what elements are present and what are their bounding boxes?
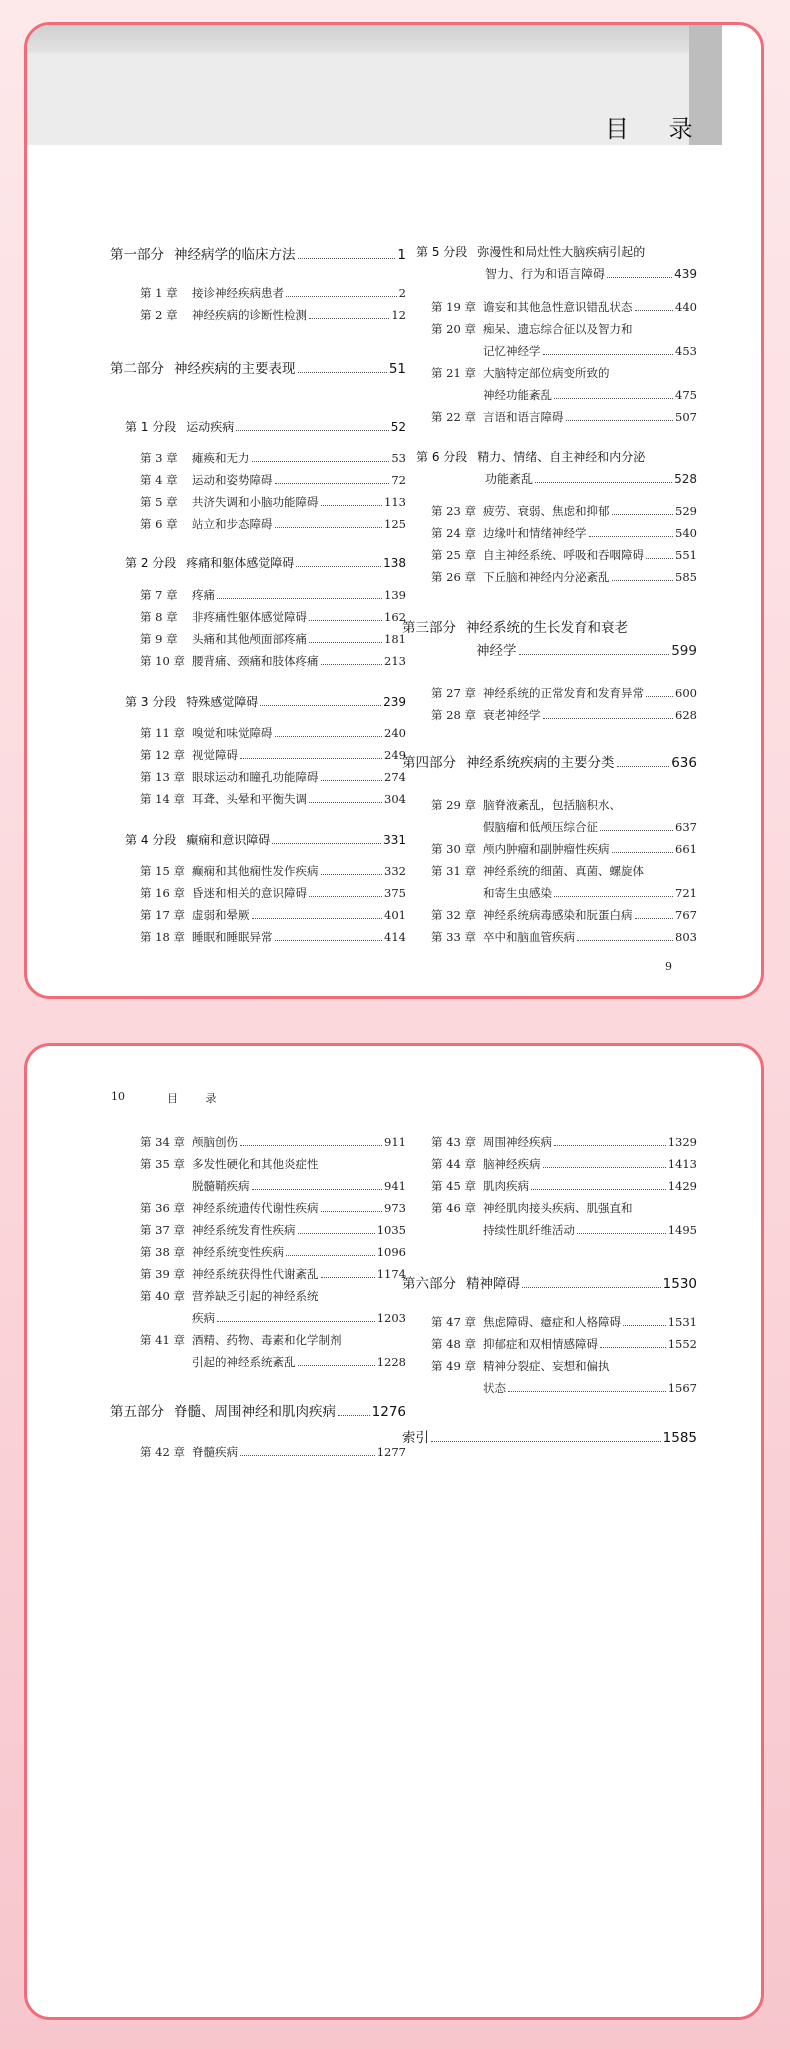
toc-chapter[interactable]: 第 8 章 非疼痛性躯体感觉障碍 162 (140, 610, 406, 624)
toc-chapter[interactable]: 第 37 章 神经系统发育性疾病 1035 (140, 1223, 406, 1237)
toc-chapter[interactable]: 第 31 章 神经系统的细菌、真菌、螺旋体 (431, 864, 644, 878)
toc-chapter[interactable]: 第 24 章 边缘叶和情绪神经学 540 (431, 526, 697, 540)
toc-section-cont[interactable]: 智力、行为和语言障碍 439 (485, 267, 697, 281)
toc-chapter[interactable]: 第 11 章 嗅觉和味觉障碍 240 (140, 726, 406, 740)
toc-chapter[interactable]: 第 13 章 眼球运动和瞳孔功能障碍 274 (140, 770, 406, 784)
toc-part[interactable]: 第三部分 神经系统的生长发育和衰老 (402, 620, 628, 636)
toc-chapter-cont[interactable]: 状态 1567 (483, 1381, 697, 1395)
toc-chapter-cont[interactable]: 假脑瘤和低颅压综合征 637 (483, 820, 697, 834)
toc-chapter[interactable]: 第 32 章 神经系统病毒感染和朊蛋白病 767 (431, 908, 697, 922)
toc-chapter[interactable]: 第 28 章 衰老神经学 628 (431, 708, 697, 722)
toc-part-cont[interactable]: 神经学 599 (476, 643, 697, 659)
toc-section[interactable]: 第 5 分段 弥漫性和局灶性大脑疾病引起的 (416, 245, 646, 259)
toc-chapter[interactable]: 第 17 章 虚弱和晕厥 401 (140, 908, 406, 922)
toc-chapter-cont[interactable]: 持续性肌纤维活动 1495 (483, 1223, 697, 1237)
toc-section[interactable]: 第 4 分段 癫痫和意识障碍 331 (125, 833, 406, 847)
toc-chapter[interactable]: 第 14 章 耳聋、头晕和平衡失调 304 (140, 792, 406, 806)
toc-part[interactable]: 第五部分 脊髓、周围神经和肌肉疾病 1276 (110, 1404, 406, 1420)
toc-chapter[interactable]: 第 45 章 肌肉疾病 1429 (431, 1179, 697, 1193)
toc-chapter[interactable]: 第 41 章 酒精、药物、毒素和化学制剂 (140, 1333, 342, 1347)
toc-chapter[interactable]: 第 19 章 谵妄和其他急性意识错乱状态 440 (431, 300, 697, 314)
toc-chapter[interactable]: 第 46 章 神经肌肉接头疾病、肌强直和 (431, 1201, 633, 1215)
toc-chapter[interactable]: 第 10 章 腰背痛、颈痛和肢体疼痛 213 (140, 654, 406, 668)
toc-chapter[interactable]: 第 21 章 大脑特定部位病变所致的 (431, 366, 610, 380)
toc-chapter[interactable]: 第 47 章 焦虑障碍、癔症和人格障碍 1531 (431, 1315, 697, 1329)
toc-chapter-cont[interactable]: 疾病 1203 (192, 1311, 406, 1325)
toc-chapter-cont[interactable]: 神经功能紊乱 475 (483, 388, 697, 402)
toc-chapter[interactable]: 第 12 章 视觉障碍 249 (140, 748, 406, 762)
toc-chapter[interactable]: 第 20 章 痴呆、遗忘综合征以及智力和 (431, 322, 633, 336)
toc-chapter[interactable]: 第 48 章 抑郁症和双相情感障碍 1552 (431, 1337, 697, 1351)
toc-chapter[interactable]: 第 29 章 脑脊液紊乱，包括脑积水、 (431, 798, 621, 812)
toc-part[interactable]: 第一部分 神经病学的临床方法 1 (110, 247, 406, 263)
toc-index[interactable]: 索引 1585 (402, 1430, 697, 1446)
toc-chapter[interactable]: 第 23 章 疲劳、衰弱、焦虑和抑郁 529 (431, 504, 697, 518)
toc-chapter[interactable]: 第 40 章 营养缺乏引起的神经系统 (140, 1289, 319, 1303)
toc-chapter[interactable]: 第 25 章 自主神经系统、呼吸和吞咽障碍 551 (431, 548, 697, 562)
toc-chapter-cont[interactable]: 记忆神经学 453 (483, 344, 697, 358)
toc-chapter[interactable]: 第 18 章 睡眠和睡眠异常 414 (140, 930, 406, 944)
toc-chapter[interactable]: 第 3 章 瘫痪和无力 53 (140, 451, 406, 465)
toc-section-cont[interactable]: 功能紊乱 528 (485, 472, 697, 486)
toc-chapter[interactable]: 第 35 章 多发性硬化和其他炎症性 (140, 1157, 319, 1171)
toc-chapter[interactable]: 第 7 章 疼痛 139 (140, 588, 406, 602)
toc-chapter[interactable]: 第 1 章 接诊神经疾病患者 2 (140, 286, 406, 300)
toc-chapter[interactable]: 第 49 章 精神分裂症、妄想和偏执 (431, 1359, 610, 1373)
toc-section[interactable]: 第 3 分段 特殊感觉障碍 239 (125, 695, 406, 709)
toc-chapter[interactable]: 第 5 章 共济失调和小脑功能障碍 113 (140, 495, 406, 509)
toc-chapter-cont[interactable]: 脱髓鞘疾病 941 (192, 1179, 406, 1193)
toc-chapter[interactable]: 第 44 章 脑神经疾病 1413 (431, 1157, 697, 1171)
toc-page-1 (24, 22, 764, 999)
page-number: 10 (111, 1090, 125, 1103)
toc-chapter[interactable]: 第 16 章 昏迷和相关的意识障碍 375 (140, 886, 406, 900)
toc-section[interactable]: 第 1 分段 运动疾病 52 (125, 420, 406, 434)
toc-chapter-cont[interactable]: 和寄生虫感染 721 (483, 886, 697, 900)
toc-chapter[interactable]: 第 6 章 站立和步态障碍 125 (140, 517, 406, 531)
toc-chapter[interactable]: 第 2 章 神经疾病的诊断性检测 12 (140, 308, 406, 322)
toc-chapter[interactable]: 第 15 章 癫痫和其他痫性发作疾病 332 (140, 864, 406, 878)
toc-chapter[interactable]: 第 26 章 下丘脑和神经内分泌紊乱 585 (431, 570, 697, 584)
toc-part[interactable]: 第四部分 神经系统疾病的主要分类 636 (402, 755, 697, 771)
toc-chapter[interactable]: 第 43 章 周围神经疾病 1329 (431, 1135, 697, 1149)
toc-chapter-cont[interactable]: 引起的神经系统紊乱 1228 (192, 1355, 406, 1369)
toc-chapter[interactable]: 第 42 章 脊髓疾病 1277 (140, 1445, 406, 1459)
toc-chapter[interactable]: 第 22 章 言语和语言障碍 507 (431, 410, 697, 424)
page-title: 目 录 (605, 115, 709, 143)
toc-chapter[interactable]: 第 38 章 神经系统变性疾病 1096 (140, 1245, 406, 1259)
toc-chapter[interactable]: 第 9 章 头痛和其他颅面部疼痛 181 (140, 632, 406, 646)
toc-chapter[interactable]: 第 39 章 神经系统获得性代谢紊乱 1174 (140, 1267, 406, 1281)
toc-part[interactable]: 第六部分 精神障碍 1530 (402, 1276, 697, 1292)
toc-chapter[interactable]: 第 4 章 运动和姿势障碍 72 (140, 473, 406, 487)
page-number: 9 (665, 960, 672, 973)
toc-chapter[interactable]: 第 27 章 神经系统的正常发育和发育异常 600 (431, 686, 697, 700)
toc-part[interactable]: 第二部分 神经疾病的主要表现 51 (110, 361, 406, 377)
running-head: 目 录 (167, 1092, 229, 1105)
toc-chapter[interactable]: 第 30 章 颅内肿瘤和副肿瘤性疾病 661 (431, 842, 697, 856)
toc-section[interactable]: 第 2 分段 疼痛和躯体感觉障碍 138 (125, 556, 406, 570)
toc-chapter[interactable]: 第 34 章 颅脑创伤 911 (140, 1135, 406, 1149)
toc-page-2 (24, 1043, 764, 2020)
toc-section[interactable]: 第 6 分段 精力、情绪、自主神经和内分泌 (416, 450, 646, 464)
toc-chapter[interactable]: 第 33 章 卒中和脑血管疾病 803 (431, 930, 697, 944)
toc-chapter[interactable]: 第 36 章 神经系统遗传代谢性疾病 973 (140, 1201, 406, 1215)
